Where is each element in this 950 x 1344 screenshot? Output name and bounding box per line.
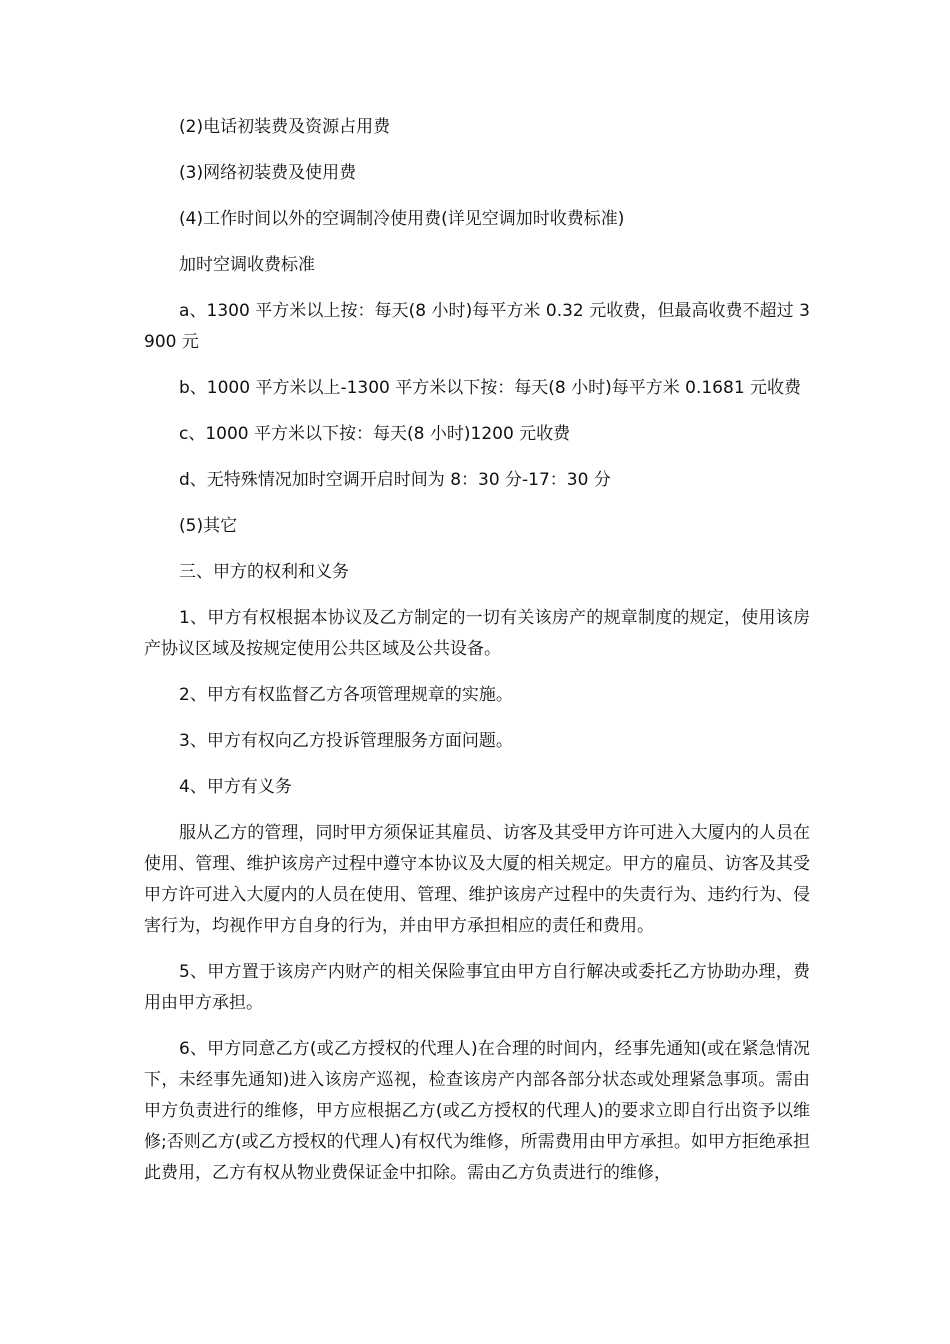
paragraph-fee-other: (5)其它: [179, 516, 238, 536]
paragraph-ac-rate-a: a、1300 平方米以上按：每天(8 小时)每平方米 0.32 元收费，但最高收费不超过 3900 元: [144, 301, 810, 352]
section-heading-rights: 三、甲方的权利和义务: [179, 562, 349, 582]
paragraph-obligation-detail: 服从乙方的管理，同时甲方须保证其雇员、访客及其受甲方许可进入大厦内的人员在使用、管理、维护该房产过程中遵守本协议及大厦的相关规定。甲方的雇员、访客及其受甲方许可进入大厦内的人员在使用、管理、维护该房产过程中的失责行为、违约行为、侵害行为，均视作甲方自身的行为，并由甲方承担相应的责任和费用。: [144, 823, 810, 936]
paragraph-obligation-4: 4、甲方有义务: [179, 777, 292, 797]
paragraph-right-3: 3、甲方有权向乙方投诉管理服务方面问题。: [179, 731, 513, 751]
paragraph-fee-ac-overtime: (4)工作时间以外的空调制冷使用费(详见空调加时收费标准): [179, 209, 625, 229]
paragraph-ac-rate-b: b、1000 平方米以上-1300 平方米以下按：每天(8 小时)每平方米 0.1681 元收费: [179, 378, 802, 398]
paragraph-ac-standard-heading: 加时空调收费标准: [179, 255, 315, 275]
paragraph-right-1: 1、甲方有权根据本协议及乙方制定的一切有关该房产的规章制度的规定，使用该房产协议区域及按规定使用公共区域及公共设备。: [144, 608, 810, 659]
paragraph-insurance-5: 5、甲方置于该房产内财产的相关保险事宜由甲方自行解决或委托乙方协助办理，费用由甲方承担。: [144, 962, 810, 1013]
paragraph-right-2: 2、甲方有权监督乙方各项管理规章的实施。: [179, 685, 513, 705]
document-body: [144, 112, 810, 1204]
paragraph-ac-rate-c: c、1000 平方米以下按：每天(8 小时)1200 元收费: [179, 424, 571, 444]
paragraph-fee-network: (3)网络初装费及使用费: [179, 163, 357, 183]
paragraph-fee-telephone: (2)电话初装费及资源占用费: [179, 117, 391, 137]
paragraph-ac-hours-d: d、无特殊情况加时空调开启时间为 8：30 分-17：30 分: [179, 470, 611, 490]
paragraph-inspection-6: 6、甲方同意乙方(或乙方授权的代理人)在合理的时间内，经事先通知(或在紧急情况下，未经事先通知)进入该房产巡视，检查该房产内部各部分状态或处理紧急事项。需由甲方负责进行的维修，甲方应根据乙方(或乙方授权的代理人)的要求立即自行出资予以维修;否则乙方(或乙方授权的代理人)有权代为维修，所需费用由甲方承担。如甲方拒绝承担此费用，乙方有权从物业费保证金中扣除。需由乙方负责进行的维修，: [144, 1039, 810, 1183]
